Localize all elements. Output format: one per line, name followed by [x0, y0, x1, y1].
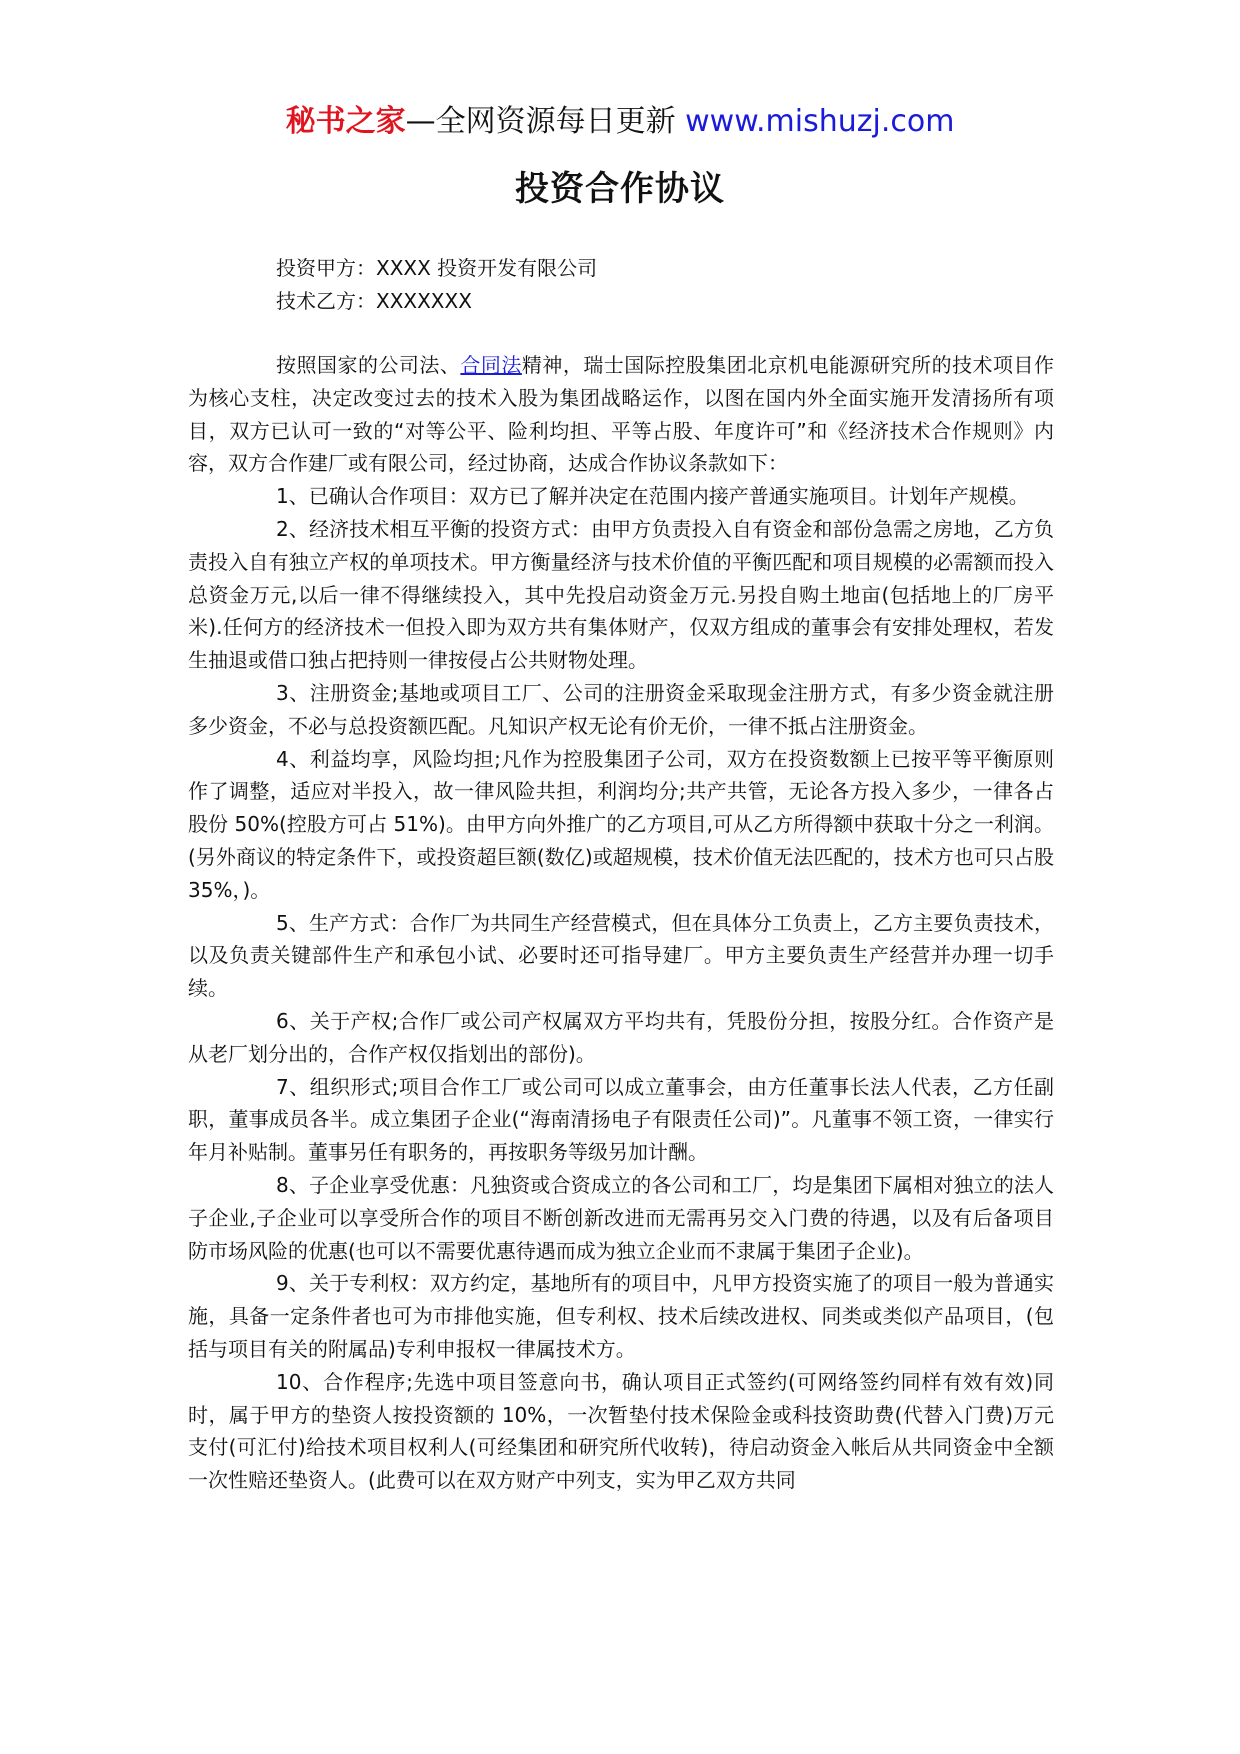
clause-paragraph: 7、组织形式;项目合作工厂或公司可以成立董事会，由方任董事长法人代表，乙方任副职，董事成员各半。成立集团子企业(“海南清扬电子有限责任公司)”。凡董事不领工资，一律实行年月补贴制。董事另任有职务的，再按职务等级另加计酬。 [188, 1074, 1054, 1165]
clause-paragraph: 8、子企业享受优惠：凡独资或合资成立的各公司和工厂，均是集团下属相对独立的法人子企业,子企业可以享受所合作的项目不断创新改进而无需再另交入门费的待遇，以及有后备项目防市场风险的优惠(也可以不需要优惠待遇而成为独立企业而不隶属于集团子企业)。 [188, 1172, 1054, 1263]
party-b-line: 技术乙方：XXXXXXX [276, 289, 472, 313]
site-url-link[interactable]: www.mishuzj.com [685, 104, 955, 139]
intro-paragraph [188, 349, 1054, 480]
clause-paragraph: 10、合作程序;先选中项目签意向书，确认项目正式签约(可网络签约同样有效有效)同时，属于甲方的垫资人按投资额的 10%，一次暂垫付技术保险金或科技资助费(代替入门费)万元支付(可汇付)给技术项目权利人(可经集团和研究所代收转)，待启动资金入帐后从共同资金中全额一次性赔还垫资人。(此费可以在双方财产中列支，实为甲乙双方共同 [188, 1369, 1054, 1493]
clause-paragraph: 5、生产方式：合作厂为共同生产经营模式，但在具体分工负责上，乙方主要负责技术，以及负责关键部件生产和承包小试、必要时还可指导建厂。甲方主要负责生产经营并办理一切手续。 [188, 910, 1054, 1001]
contract-law-link[interactable]: 合同法 [460, 353, 522, 377]
clause-paragraph: 2、经济技术相互平衡的投资方式：由甲方负责投入自有资金和部份急需之房地，乙方负责投入自有独立产权的单项技术。甲方衡量经济与技术价值的平衡匹配和项目规模的必需额而投入总资金万元,以后一律不得继续投入，其中先投启动资金万元.另投自购土地亩(包括地上的厂房平米).任何方的经济技术一但投入即为双方共有集体财产，仅双方组成的董事会有安排处理权，若发生抽退或借口独占把持则一律按侵占公共财物处理。 [188, 516, 1054, 673]
site-header [0, 100, 1240, 144]
document-title: 投资合作协议 [515, 169, 725, 209]
intro-before-link: 按照国家的公司法、 [276, 353, 461, 377]
clause-paragraph: 1、已确认合作项目：双方已了解并决定在范围内接产普通实施项目。计划年产规模。 [276, 484, 1029, 509]
clause-paragraph: 9、关于专利权：双方约定，基地所有的项目中，凡甲方投资实施了的项目一般为普通实施，具备一定条件者也可为市排他实施，但专利权、技术后续改进权、同类或类似产品项目，(包括与项目有关的附属品)专利申报权一律属技术方。 [188, 1271, 1054, 1361]
header-tagline: —全网资源每日更新 [405, 104, 676, 139]
clause-paragraph: 4、利益均享，风险均担;凡作为控股集团子公司，双方在投资数额上已按平等平衡原则作了调整，适应对半投入，故一律风险共担，利润均分;共产共管，无论各方投入多少，一律各占股份 50%(控股方可占 51%)。由甲方向外推广的乙方项目,可从乙方所得额中获取十分之一利润。(另外商议的特定条件下，或投资超巨额(数亿)或超规模，技术价值无法匹配的，技术方也可只占股 35%，)。 [188, 746, 1054, 902]
clause-paragraph: 6、关于产权;合作厂或公司产权属双方平均共有，凭股份分担，按股分红。合作资产是从老厂划分出的，合作产权仅指划出的部份)。 [188, 1008, 1054, 1066]
party-a-line: 投资甲方：XXXX 投资开发有限公司 [276, 256, 598, 280]
clause-paragraph: 3、注册资金;基地或项目工厂、公司的注册资金采取现金注册方式，有多少资金就注册多少资金，不必与总投资额匹配。凡知识产权无论有价无价，一律不抵占注册资金。 [188, 680, 1054, 738]
agreement-body [188, 349, 1054, 1497]
parties-block [276, 252, 597, 318]
intro-after-link: 精神，瑞士国际控股集团北京机电能源研究所的技术项目作为核心支柱，决定改变过去的技术入股为集团战略运作，以图在国内外全面实施开发清扬所有项目，双方已认可一致的“对等公平、险利均担、平等占股、年度许可”和《经济技术合作规则》内容，双方合作建厂或有限公司，经过协商，达成合作协议条款如下： [188, 353, 1055, 476]
brand-name: 秘书之家 [285, 104, 406, 139]
